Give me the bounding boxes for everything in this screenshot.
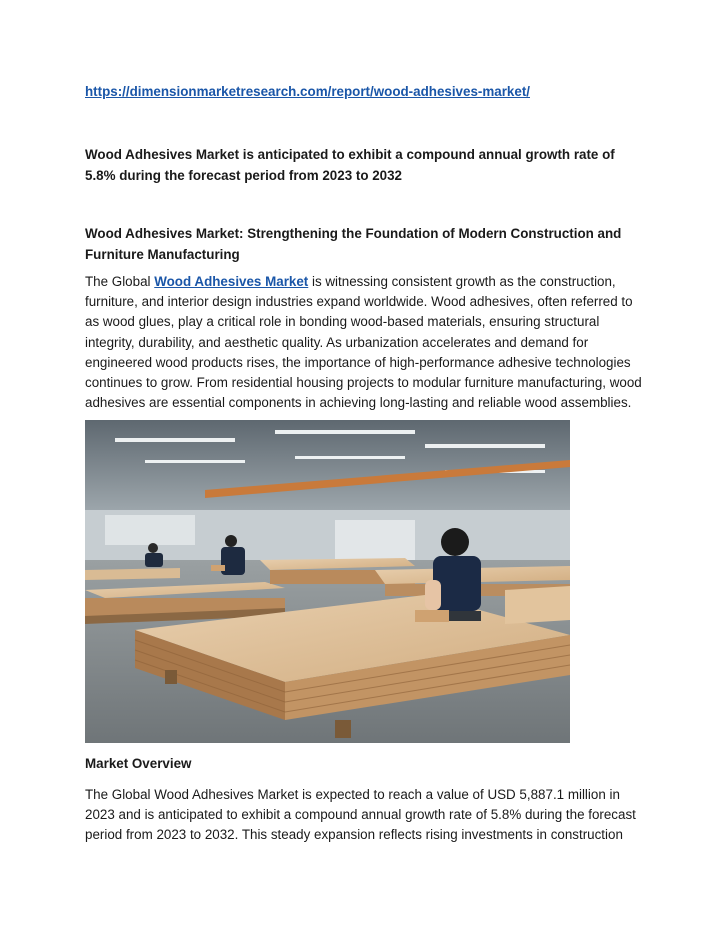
photo-illustration	[85, 420, 570, 743]
lead-statement: Wood Adhesives Market is anticipated to exhibit a compound annual growth rate of 5.8% during the forecast period from 2023 to 2032	[85, 147, 615, 183]
intro-paragraph	[85, 272, 645, 413]
source-url-link[interactable]: https://dimensionmarketresearch.com/report/wood-adhesives-market/	[85, 84, 530, 99]
article-heading: Wood Adhesives Market: Strengthening the Foundation of Modern Construction and Furniture Manufacturing	[85, 226, 622, 262]
wood-adhesives-market-link[interactable]: Wood Adhesives Market	[154, 274, 309, 289]
overview-paragraph: The Global Wood Adhesives Market is expected to reach a value of USD 5,887.1 million in 2023 and is anticipated to exhibit a compound annual growth rate of 5.8% during the forecast period from 2023 to 2032. This steady expansion reflects rising investments in construction	[85, 787, 636, 843]
factory-workers-plywood-photo	[85, 420, 570, 743]
intro-text-before: The Global	[85, 274, 155, 289]
intro-text-after: is witnessing consistent growth as the construction, furniture, and interior design industries expand worldwide. Wood adhesives, often referred to as wood glues, play a critical role in bonding wood-based materials, ensuring structural integrity, durability, and aesthetic quality. As urbanization accelerates and demand for engineered wood products rises, the importance of high-performance adhesive technologies continues to grow. From residential housing projects to modular furniture manufacturing, wood adhesives are essential components in achieving long-lasting and reliable wood assemblies.	[85, 274, 642, 411]
market-overview-title: Market Overview	[85, 756, 192, 771]
